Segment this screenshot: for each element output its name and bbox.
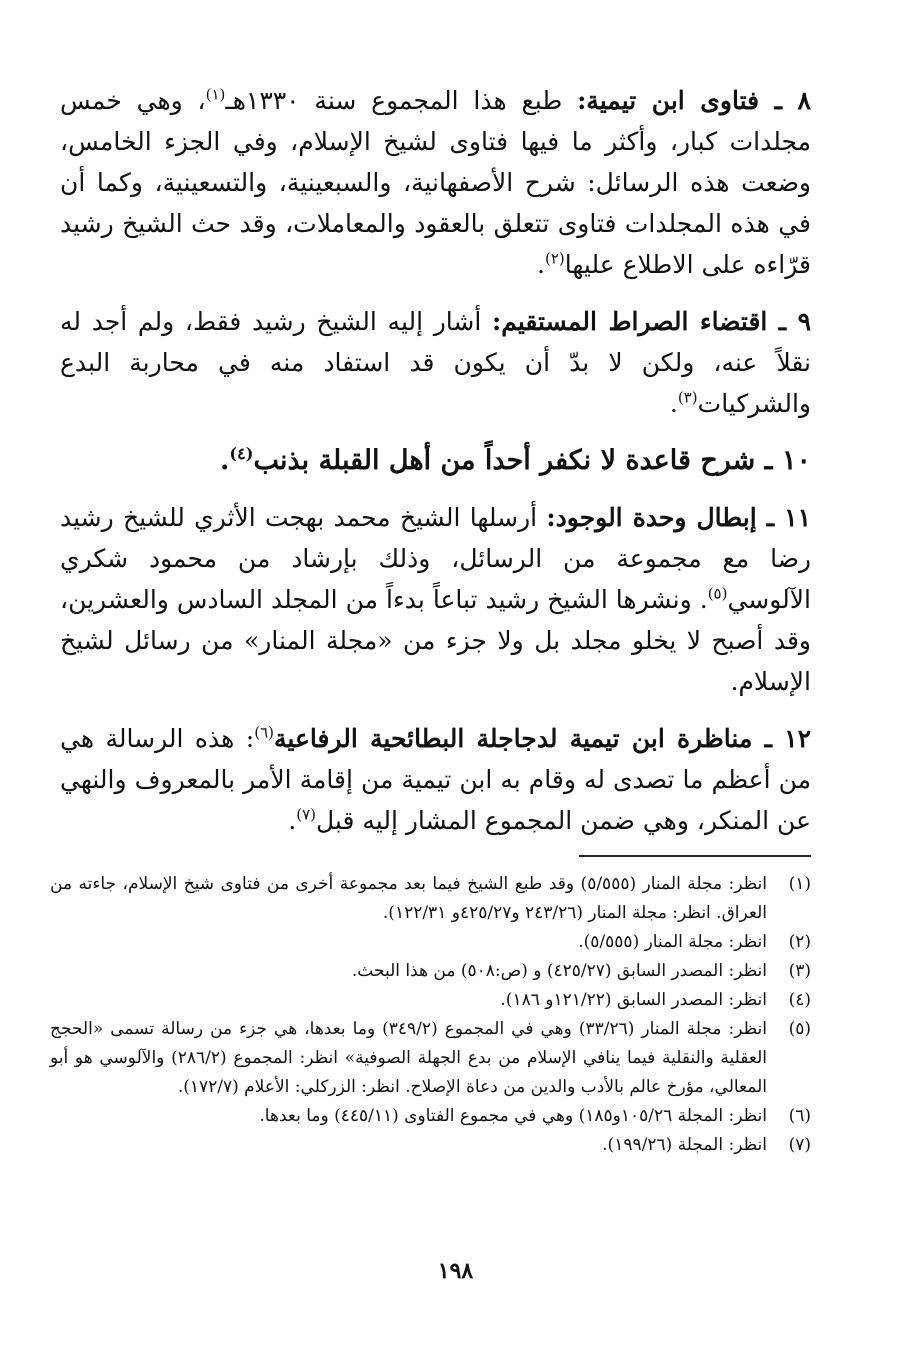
footnote-ref: (٧)	[296, 805, 316, 824]
footnote-ref: (٤)	[229, 444, 254, 463]
paragraph-title: ٨ ـ فتاوى ابن تيمية:	[577, 86, 811, 115]
footnote-number: (٤)	[788, 990, 811, 1010]
paragraph-end: .	[288, 806, 297, 835]
paragraph-text: . ونشرها الشيخ رشيد تباعاً بدءاً من المجلد السادس والعشرين، وقد أصبح لا يخلو مجلد بل ولا جزء من «مجلة المنار» من رسائل لشيخ الإسلام.	[60, 585, 811, 696]
main-text	[60, 80, 811, 857]
page-number: ١٩٨	[437, 1258, 474, 1284]
paragraph-title: ١١ ـ إبطال وحدة الوجود:	[546, 503, 811, 532]
footnote-item	[50, 957, 811, 986]
footnote-number: (٧)	[788, 1135, 811, 1155]
footnote-number: (٦)	[788, 1106, 811, 1126]
footnote-divider	[579, 855, 811, 857]
footnote-item	[50, 986, 811, 1015]
paragraph-text: أرسلها الشيخ محمد بهجت الأثري للشيخ رشيد رضا مع مجموعة من الرسائل، وذلك بإرشاد من محمود شكري الآلوسي	[60, 503, 811, 614]
paragraph-title: ٩ ـ اقتضاء الصراط المستقيم:	[492, 307, 812, 336]
paragraph-text: ، وهي خمس مجلدات كبار، وأكثر ما فيها فتاوى لشيخ الإسلام، وفي الجزء الخامس، وضعت هذه الرسائل: شرح الأصفهانية، والسبعينية، والتسعينية، وكما أن في هذه المجلدات فتاوى تتعلق بالعقود والمعاملات، وقد حث الشيخ رشيد قرّاءه على الاطلاع عليها	[60, 86, 811, 279]
footnote-text: انظر: مجلة المنار (٥/٥٥٥).	[578, 932, 767, 952]
footnote-text: انظر: المصدر السابق (٤٢٥/٢٧) و (ص:٥٠٨) من هذا البحث.	[351, 961, 767, 981]
paragraph-text: : هذه الرسالة هي من أعظم ما تصدى له وقام به ابن تيمية من إقامة الأمر بالمعروف والنهي عن المنكر، وهي ضمن المجموع المشار إليه قبل	[60, 724, 811, 835]
footnote-text: انظر: مجلة المنار (٥/٥٥٥) وقد طبع الشيخ فيما بعد مجموعة أخرى من فتاوى شيخ الإسلام، جاءته من العراق. انظر: مجلة المنار (٢٤٣/٢٦ و٤٢٥/٢٧و ١٢٢/٣١).	[50, 874, 767, 923]
footnote-item	[50, 1015, 811, 1102]
paragraph-text: أشار إليه الشيخ رشيد فقط، ولم أجد له نقلاً عنه، ولكن لا بدّ أن يكون قد استفاد منه في محاربة البدع والشركيات	[60, 307, 811, 418]
paragraph-title: ١٢ ـ مناظرة ابن تيمية لدجاجلة البطائحية الرفاعية	[274, 724, 811, 753]
footnote-ref: (١)	[205, 85, 226, 104]
footnote-item	[50, 1102, 811, 1131]
paragraph-10	[60, 440, 811, 481]
paragraph-9	[60, 301, 811, 424]
paragraph-title: ١٠ ـ شرح قاعدة لا نكفر أحداً من أهل القبلة بذنب	[253, 445, 811, 476]
footnote-item	[50, 1131, 811, 1160]
footnote-number: (٣)	[788, 961, 811, 981]
footnotes	[50, 870, 811, 1160]
paragraph-end: .	[669, 389, 678, 418]
footnote-ref: (٥)	[707, 584, 728, 603]
footnote-ref: (٣)	[677, 388, 698, 407]
footnote-text: انظر: المصدر السابق (١٢١/٢٢و ١٨٦).	[500, 990, 767, 1010]
footnote-number: (٥)	[788, 1019, 811, 1039]
footnote-number: (١)	[788, 874, 811, 894]
footnote-text: انظر: المجلة (١٩٩/٢٦).	[602, 1135, 767, 1155]
footnote-item	[50, 870, 811, 928]
footnote-item	[50, 928, 811, 957]
footnote-ref: (٢)	[544, 249, 565, 268]
paragraph-end: .	[537, 250, 545, 279]
paragraph-text: طبع هذا المجموع سنة ١٣٣٠هـ	[225, 86, 578, 115]
paragraph-12	[60, 718, 811, 841]
footnote-text: انظر: مجلة المنار (٣٣/٢٦) وهي في المجموع (٣٤٩/٢) وما بعدها، هي جزء من رسالة تسمى «الحجج العقلية والنقلية فيما ينافي الإسلام من بدع الجهلة الصوفية» انظر: المجموع (٢٨٦/٢) والآلوسي هو أبو المعالي، مؤرخ عالم بالأدب والدين من دعاة الإصلاح. انظر: الزركلي: الأعلام (١٧٢/٧).	[50, 1019, 767, 1097]
footnote-text: انظر: المجلة ١٠٥/٢٦و١٨٥) وهي في مجموع الفتاوى (٤٤٥/١١) وما بعدها.	[259, 1106, 767, 1126]
paragraph-8	[60, 80, 811, 285]
paragraph-end: .	[220, 445, 230, 476]
paragraph-11	[60, 497, 811, 702]
footnote-ref: (٦)	[254, 723, 274, 742]
footnote-number: (٢)	[788, 932, 811, 952]
